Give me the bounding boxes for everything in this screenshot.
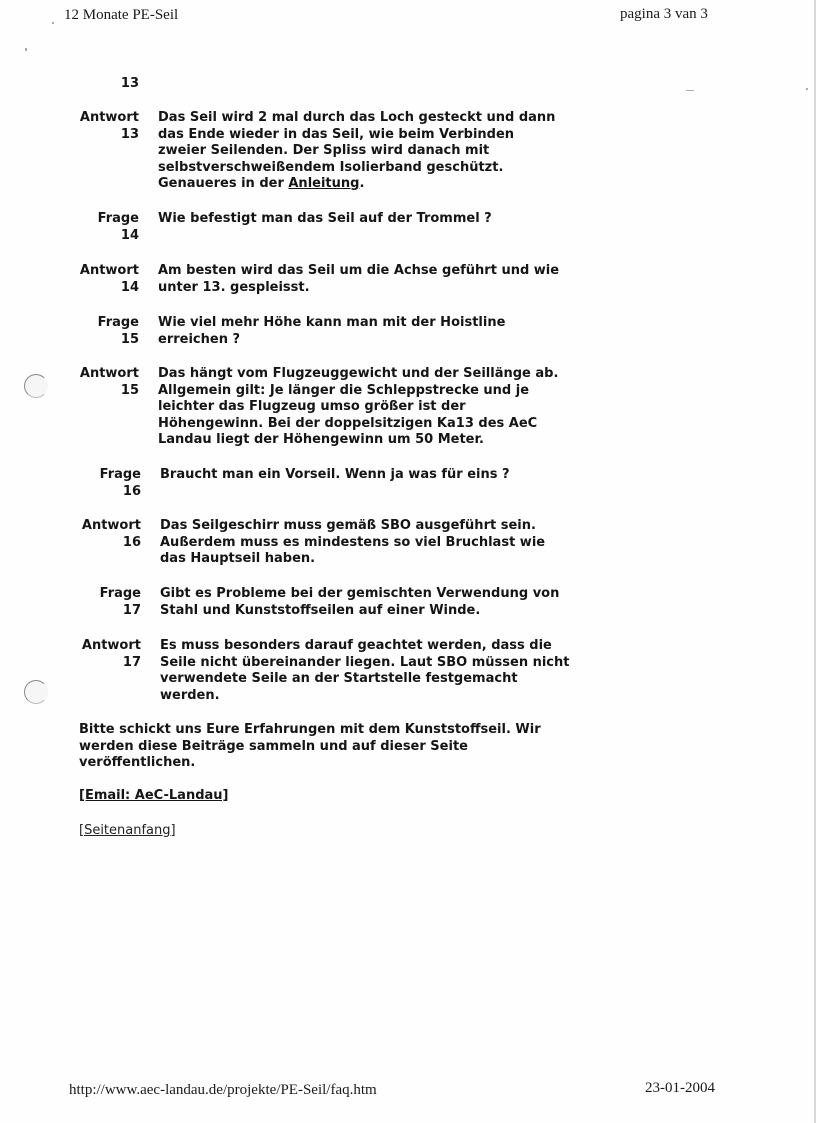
- entry-number: 13: [120, 126, 139, 142]
- email-line: [79, 788, 599, 805]
- entry-number: 15: [120, 382, 139, 398]
- text-line: selbstverschweißendem Isolierband geschützt.: [158, 159, 504, 175]
- footer-url: http://www.aec-landau.de/projekte/PE-Seil/faq.htm: [69, 1082, 377, 1098]
- text-line: Allgemein gilt: Je länger die Schleppstrecke und je: [158, 382, 530, 398]
- header-title: 12 Monate PE-Seil: [64, 7, 179, 23]
- text-line: Bitte schickt uns Eure Erfahrungen mit dem Kunststoffseil. Wir: [79, 722, 541, 737]
- text-line: werden.: [160, 687, 220, 703]
- scan-speck: [25, 48, 27, 51]
- punch-hole-icon: [24, 680, 48, 704]
- link-suffix: .: [359, 176, 365, 191]
- entry-number: 13: [120, 76, 139, 91]
- entry-number: 16: [122, 483, 141, 499]
- entry-label: Antwort: [79, 263, 139, 278]
- entry-number: 16: [122, 534, 141, 550]
- text-line: Das Seilgeschirr muss gemäß SBO ausgeführt sein.: [160, 518, 536, 533]
- text-line: veröffentlichen.: [79, 755, 196, 770]
- text-line: Braucht man ein Vorseil. Wenn ja was für eins ?: [160, 467, 510, 482]
- text-line: das Hauptseil haben.: [160, 551, 316, 566]
- footer-date: 23-01-2004: [645, 1080, 715, 1096]
- email-link[interactable]: [Email: AeC-Landau]: [79, 788, 229, 803]
- text-line: das Ende wieder in das Seil, wie beim Verbinden: [158, 126, 515, 142]
- text-line: Seile nicht übereinander liegen. Laut SBO müssen nicht: [160, 654, 570, 670]
- entry-label: Antwort: [79, 110, 139, 125]
- entry-number: 17: [122, 602, 141, 618]
- anleitung-link[interactable]: Anleitung: [288, 176, 360, 191]
- text-line: Das Seil wird 2 mal durch das Loch gesteckt und dann: [158, 110, 556, 125]
- text-line: unter 13. gespleisst.: [158, 279, 310, 295]
- closing-paragraph: [79, 722, 599, 772]
- text-line: leichter das Flugzeug umso größer ist der: [158, 399, 466, 414]
- header-page-number: pagina 3 van 3: [620, 6, 708, 22]
- entry-number: 15: [120, 331, 139, 347]
- entry-label: Frage: [97, 315, 139, 330]
- scan-speck: [806, 88, 808, 90]
- entry-number: 17: [122, 654, 141, 670]
- entry-number: 14: [120, 227, 139, 243]
- text-line: Landau liegt der Höhengewinn um 50 Meter.: [158, 432, 484, 447]
- text-line: verwendete Seile an der Startstelle festgemacht: [160, 671, 518, 686]
- back-to-top-link[interactable]: [Seitenanfang]: [79, 823, 176, 838]
- text-line: Höhengewinn. Bei der doppelsitzigen Ka13 des AeC: [158, 415, 538, 431]
- text-line: werden diese Beiträge sammeln und auf dieser Seite: [79, 738, 468, 754]
- text-line: Gibt es Probleme bei der gemischten Verwendung von: [160, 586, 560, 601]
- entry-label: Frage: [99, 586, 141, 601]
- text-line: Wie befestigt man das Seil auf der Trommel ?: [158, 211, 492, 226]
- punch-hole-icon: [24, 374, 48, 398]
- entry-label: Antwort: [81, 518, 141, 533]
- text-line: zweier Seilenden. Der Spliss wird danach mit: [158, 143, 490, 158]
- text-line: Es muss besonders darauf geachtet werden, dass die: [160, 638, 552, 653]
- entry-label: Antwort: [79, 366, 139, 381]
- scan-speck: [52, 22, 54, 24]
- text-line: Wie viel mehr Höhe kann man mit der Hoistline: [158, 315, 506, 330]
- text-line: Außerdem muss es mindestens so viel Bruchlast wie: [160, 534, 546, 550]
- entry-number: 14: [120, 279, 139, 295]
- link-prefix: Genaueres in der: [158, 176, 289, 191]
- entry-label: Frage: [97, 211, 139, 226]
- entry-label: Frage: [99, 467, 141, 482]
- entry-label: Antwort: [81, 638, 141, 653]
- text-line: [158, 176, 598, 193]
- text-line: Stahl und Kunststoffseilen auf einer Winde.: [160, 602, 481, 618]
- text-line: erreichen ?: [158, 331, 241, 347]
- text-line: Am besten wird das Seil um die Achse geführt und wie: [158, 263, 560, 278]
- text-line: Das hängt vom Flugzeuggewicht und der Seillänge ab.: [158, 366, 559, 381]
- scan-speck: [686, 90, 694, 91]
